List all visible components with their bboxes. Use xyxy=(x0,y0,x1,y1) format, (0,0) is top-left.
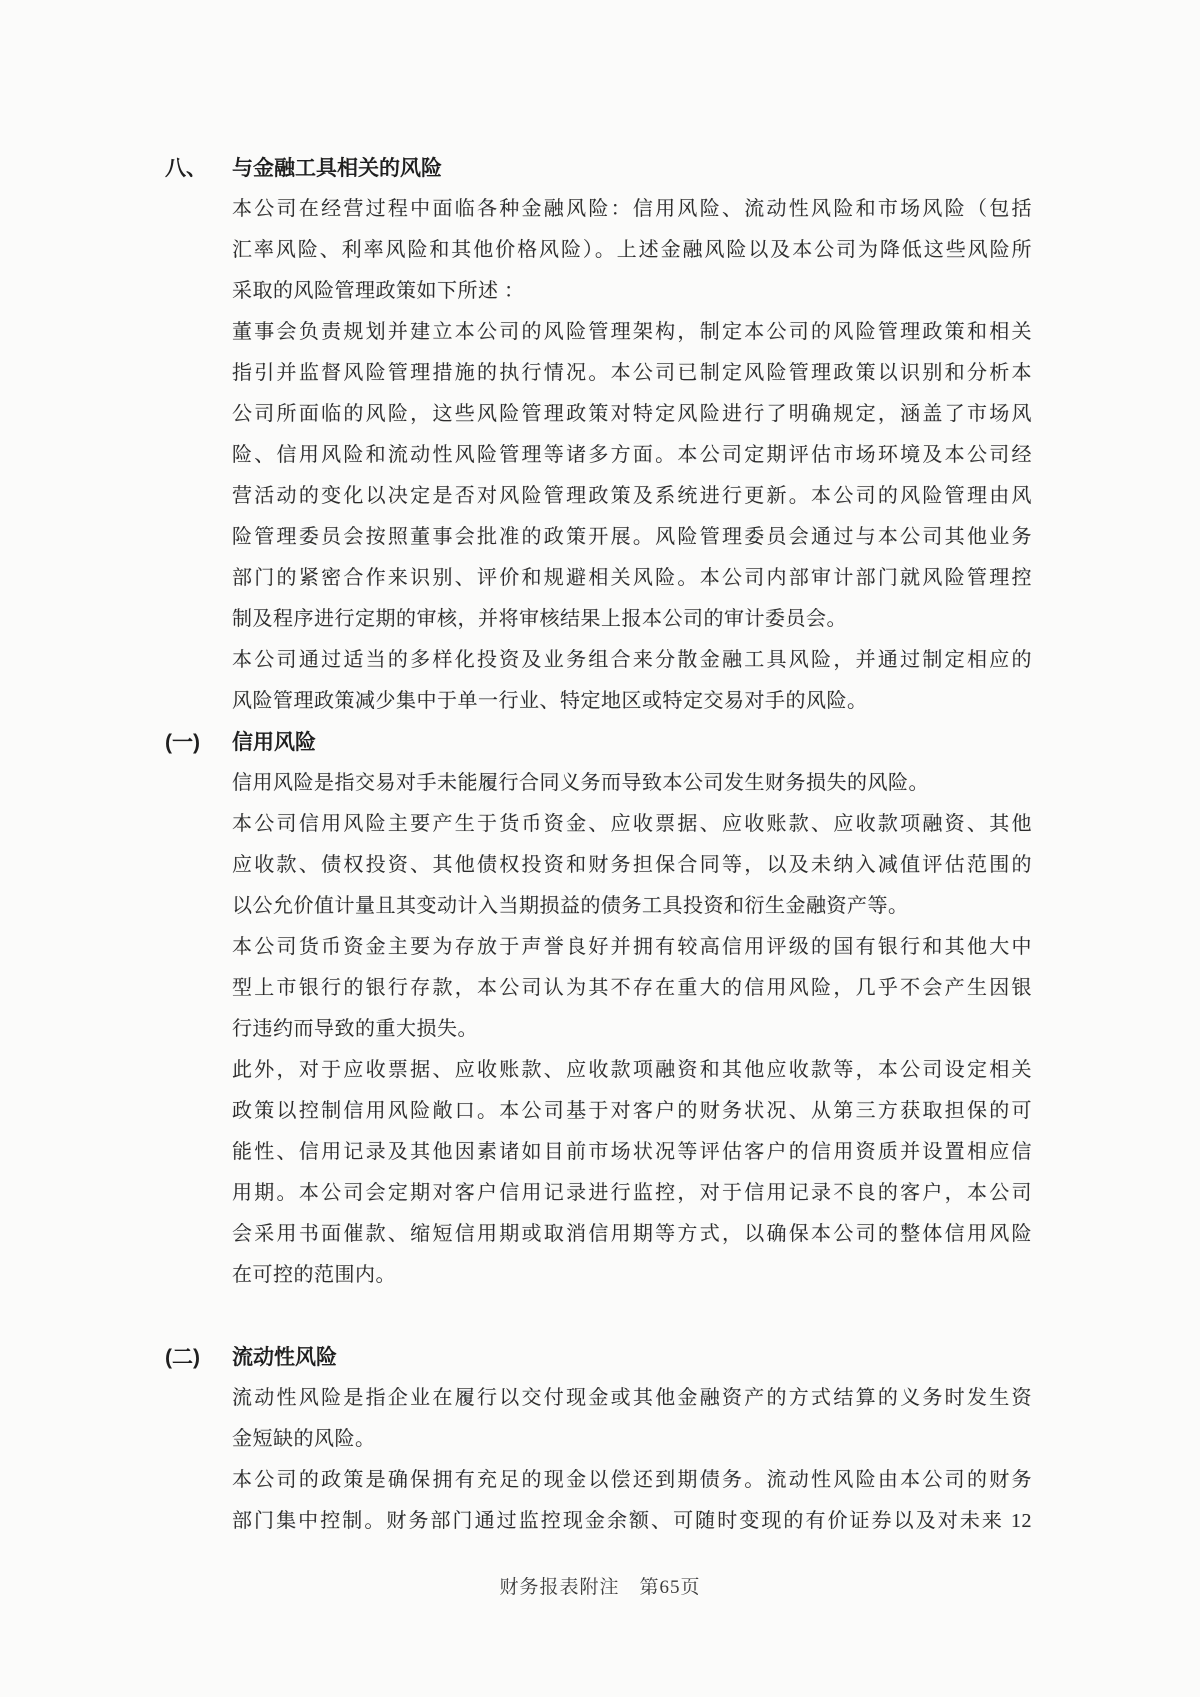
text-line: 能性、信用记录及其他因素诸如目前市场状况等评估客户的信用资质并设置相应信 xyxy=(232,1141,1032,1163)
text-line: 以公允价值计量且其变动计入当期损益的债务工具投资和衍生金融资产等。 xyxy=(232,895,909,917)
section-title: 与金融工具相关的风险 xyxy=(232,157,442,180)
text-line: 营活动的变化以决定是否对风险管理政策及系统进行更新。本公司的风险管理由风 xyxy=(232,485,1032,507)
text-line: 汇率风险、利率风险和其他价格风险）。上述金融风险以及本公司为降低这些风险所 xyxy=(232,239,1032,261)
section-heading-liquidity-risk xyxy=(165,1337,1032,1378)
text-line: 此外，对于应收票据、应收账款、应收款项融资和其他应收款等，本公司设定相关 xyxy=(232,1059,1032,1081)
section-number: 八、 xyxy=(165,157,207,180)
paragraph xyxy=(232,312,1032,640)
section-title: 流动性风险 xyxy=(232,1346,337,1369)
text-line: 董事会负责规划并建立本公司的风险管理架构，制定本公司的风险管理政策和相关 xyxy=(232,321,1032,343)
text-line: 公司所面临的风险，这些风险管理政策对特定风险进行了明确规定，涵盖了市场风 xyxy=(232,403,1032,425)
text-line: 指引并监督风险管理措施的执行情况。本公司已制定风险管理政策以识别和分析本 xyxy=(232,362,1032,384)
text-line: 在可控的范围内。 xyxy=(232,1264,396,1286)
text-line: 金短缺的风险。 xyxy=(232,1428,376,1450)
section-heading-financial-instrument-risks xyxy=(165,148,1032,189)
text-line: 政策以控制信用风险敞口。本公司基于对客户的财务状况、从第三方获取担保的可 xyxy=(232,1100,1032,1122)
text-line: 行违约而导致的重大损失。 xyxy=(232,1018,478,1040)
text-line: 本公司通过适当的多样化投资及业务组合来分散金融工具风险，并通过制定相应的 xyxy=(232,649,1032,671)
text-line: 风险管理政策减少集中于单一行业、特定地区或特定交易对手的风险。 xyxy=(232,690,868,712)
section-title: 信用风险 xyxy=(232,731,316,754)
text-line: 会采用书面催款、缩短信用期或取消信用期等方式，以确保本公司的整体信用风险 xyxy=(232,1223,1032,1245)
section-number: (一) xyxy=(165,731,200,754)
text-line: 本公司货币资金主要为存放于声誉良好并拥有较高信用评级的国有银行和其他大中 xyxy=(232,936,1032,958)
paragraph xyxy=(232,763,1032,804)
section-number: (二) xyxy=(165,1346,200,1369)
text-line: 应收款、债权投资、其他债权投资和财务担保合同等，以及未纳入减值评估范围的 xyxy=(232,854,1032,876)
text-line: 采取的风险管理政策如下所述 ： xyxy=(232,280,525,302)
text-line: 型上市银行的银行存款，本公司认为其不存在重大的信用风险，几乎不会产生因银 xyxy=(232,977,1032,999)
paragraph xyxy=(232,1378,1032,1460)
text-line: 制及程序进行定期的审核，并将审核结果上报本公司的审计委员会。 xyxy=(232,608,847,630)
paragraph xyxy=(232,1460,1032,1542)
paragraph xyxy=(232,189,1032,312)
document-body xyxy=(165,148,1032,1542)
text-line: 险、信用风险和流动性风险管理等诸多方面。本公司定期评估市场环境及本公司经 xyxy=(232,444,1032,466)
paragraph xyxy=(232,927,1032,1050)
page-footer: 财务报表附注 第65页 xyxy=(499,1577,701,1598)
text-line: 本公司信用风险主要产生于货币资金、应收票据、应收账款、应收款项融资、其他 xyxy=(232,813,1032,835)
text-line: 部门的紧密合作来识别、评价和规避相关风险。本公司内部审计部门就风险管理控 xyxy=(232,567,1032,589)
text-line: 部门集中控制。财务部门通过监控现金余额、可随时变现的有价证券以及对未来 12 xyxy=(232,1510,1032,1532)
text-line: 险管理委员会按照董事会批准的政策开展。风险管理委员会通过与本公司其他业务 xyxy=(232,526,1032,548)
text-line: 信用风险是指交易对手未能履行合同义务而导致本公司发生财务损失的风险。 xyxy=(232,772,929,794)
paragraph xyxy=(232,640,1032,722)
text-line: 本公司在经营过程中面临各种金融风险：信用风险、流动性风险和市场风险（包括 xyxy=(232,198,1032,220)
paragraph xyxy=(232,804,1032,927)
text-line: 流动性风险是指企业在履行以交付现金或其他金融资产的方式结算的义务时发生资 xyxy=(232,1387,1032,1409)
section-heading-credit-risk xyxy=(165,722,1032,763)
text-line: 用期。本公司会定期对客户信用记录进行监控，对于信用记录不良的客户，本公司 xyxy=(232,1182,1032,1204)
text-line: 本公司的政策是确保拥有充足的现金以偿还到期债务。流动性风险由本公司的财务 xyxy=(232,1469,1032,1491)
paragraph xyxy=(232,1050,1032,1296)
